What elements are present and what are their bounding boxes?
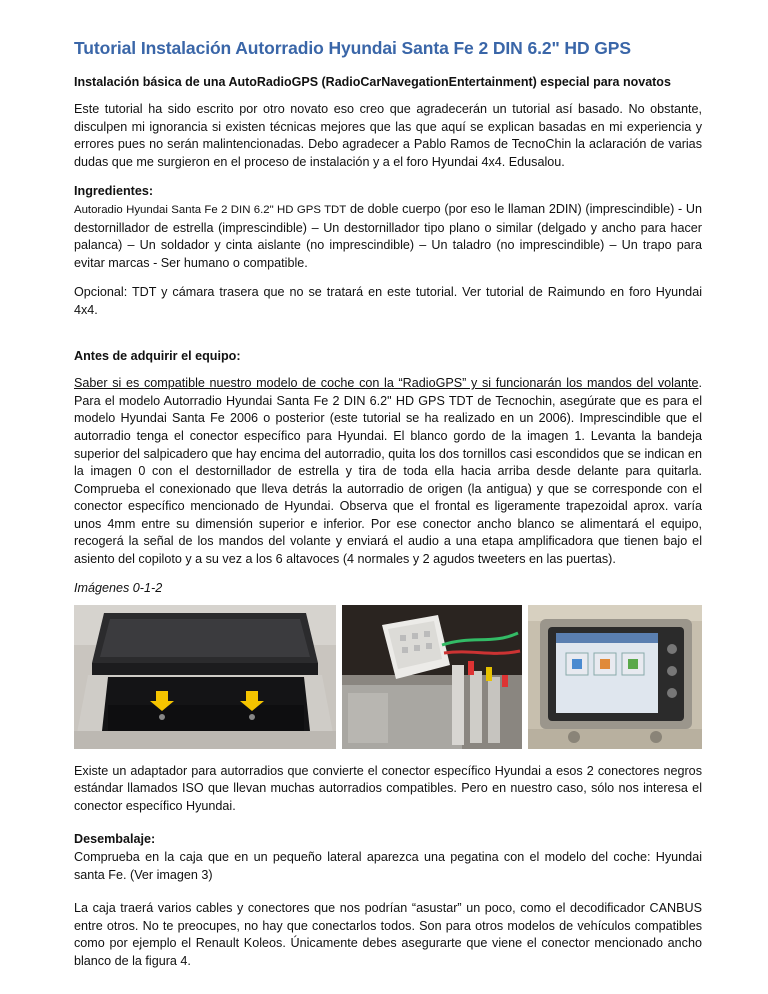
photo-connector (342, 605, 522, 749)
before-text: . Para el modelo Autorradio Hyundai Santa Fe 2 DIN 6.2" HD GPS TDT de Tecnochin, asegúrate que es para el modelo Hyundai Santa Fe 2006 o posterior (este tutorial se ha realizado en un 2006). Imprescindible que el autorradio tenga el conector específico para Hyundai. El blanco gordo de la imagen 1. Levanta la bandeja superior del salpicadero que hay encima del autorradio, quita los dos tornillos casi escondidos que se indican en la imagen 0 con el destornillador de estrella y tira de toda ella hacia arriba desde delante para quitarla. Comprueba el conexionado que lleva detrás la autorradio de origen (la antigua) y que se corresponde con el conector específico mencionado de Hyundai. Observa que el frontal es ligeramente trapezoidal aprox. varía unos 4mm entre su dimensión superior e inferior. Por ese conector ancho blanco se alimentará el equipo, recogerá la señal de los mandos del volante y enviará el audio a una etapa amplificadora que tienen bajo el asiento del copiloto y a su vez a los 6 altavoces (4 normales y 2 agudos tweeters en las puertas). (74, 376, 702, 567)
page-subtitle: Instalación básica de una AutoRadioGPS (RadioCarNavegationEntertainment) especial para novatos (74, 75, 671, 89)
intro-paragraph: Este tutorial ha sido escrito por otro novato eso creo que agradecerán un tutorial así basado. No obstante, disculpen mi ignorancia si existen técnicas mejores que las que aquí se explican basadas en mi experiencia y errores pues no serán malintencionadas. Debo agradecer a Pablo Ramos de TecnoChin la aclaración de varias dudas que me surgieron en el proceso de instalación y a el foro Hyundai 4x4. Edusalou. (74, 102, 702, 169)
unboxing-paragraph: Comprueba en la caja que en un pequeño lateral aparezca una pegatina con el modelo del coche: Hyundai santa Fe. (Ver imagen 3) (74, 850, 702, 882)
photo-strip (74, 605, 702, 749)
optional-paragraph: Opcional: TDT y cámara trasera que no se tratará en este tutorial. Ver tutorial de Raimundo en foro Hyundai 4x4. (74, 285, 702, 317)
box-paragraph: La caja traerá varios cables y conectores que nos podrían “asustar” un poco, como el decodificador CANBUS entre otros. No te preocupes, no hay que conectarlos todos. Son para otros modelos de vehículos compatibles como por ejemplo el Renault Koleos. Únicamente debes asegurarte que viene el conector mencionado ancho blanco de la figura 4. (74, 901, 702, 968)
unboxing-section (74, 831, 702, 884)
images-caption: Imágenes 0-1-2 (74, 580, 163, 595)
compatibility-note: Saber si es compatible nuestro modelo de coche con la “RadioGPS” y si funcionarán los mandos del volante (74, 376, 699, 391)
ingredients-section (74, 183, 702, 272)
before-paragraph (74, 375, 702, 569)
adapter-paragraph: Existe un adaptador para autorradios que convierte el conector específico Hyundai a esos 2 conectores negros estándar llamados ISO que llevan muchas autorradios compatibles. Pero en nuestro caso, sólo nos interesa el conector específico Hyundai. (74, 763, 702, 813)
before-heading: Antes de adquirir el equipo: (74, 348, 241, 363)
document-page (74, 38, 702, 983)
ingredients-text: de doble cuerpo (por eso le llaman 2DIN) (imprescindible) - Un destornillador de estrella (imprescindible) – Un destornillador tipo plano o similar (delgado y ancho para hacer palanca) – Un soldador y cinta aislante (no imprescindible) – Un taladro (no imprescindible) – Un trapo para evitar marcas - Ser humano o compatible. (74, 201, 702, 270)
photo-dashboard-tray (74, 605, 336, 749)
photo-installed-radio (528, 605, 702, 749)
unboxing-heading: Desembalaje: (74, 832, 156, 847)
page-title: Tutorial Instalación Autorradio Hyundai Santa Fe 2 DIN 6.2" HD GPS (74, 38, 631, 58)
before-section (74, 348, 702, 569)
ingredients-heading: Ingredientes: (74, 184, 154, 199)
ingredients-paragraph (74, 201, 702, 272)
product-name: Autoradio Hyundai Santa Fe 2 DIN 6.2" HD GPS TDT (74, 203, 347, 216)
